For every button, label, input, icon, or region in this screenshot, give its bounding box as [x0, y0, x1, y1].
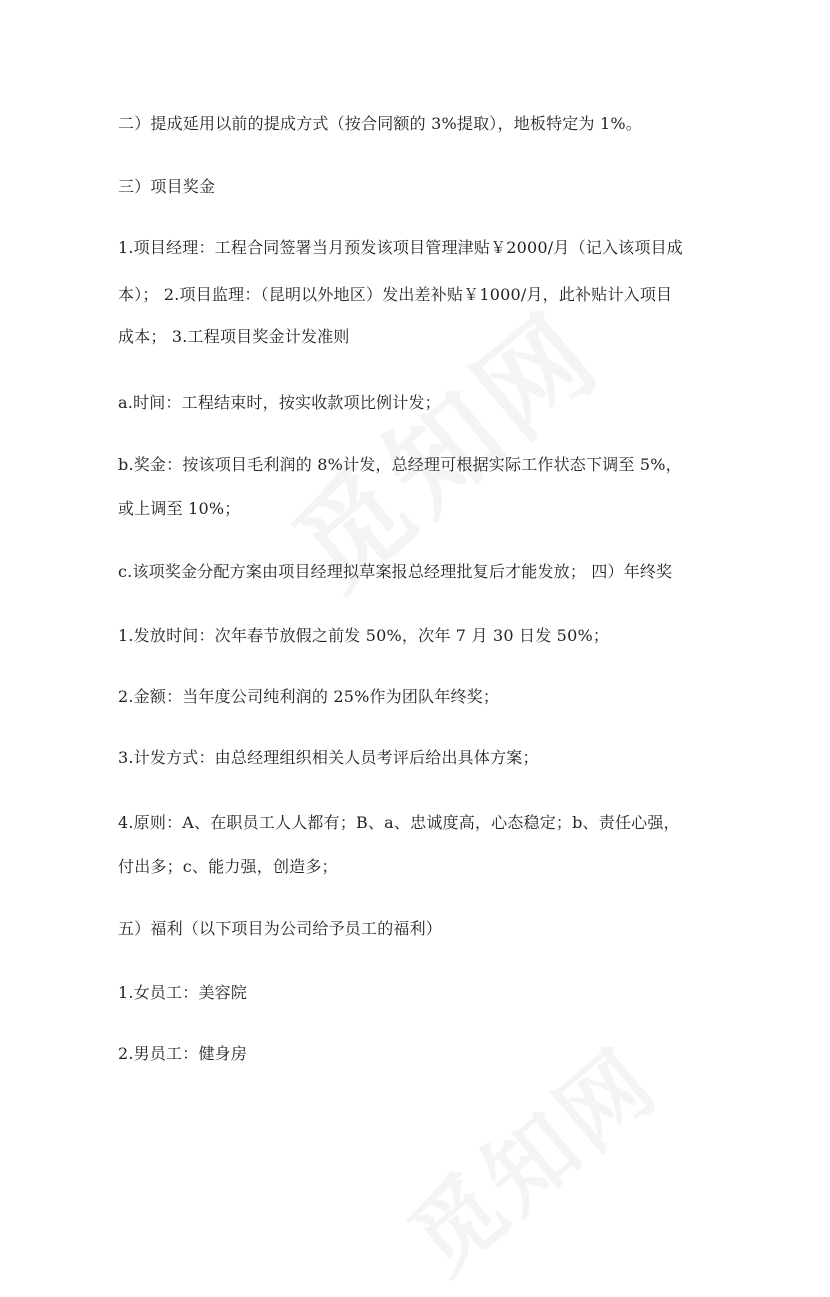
paragraph-project-manager: 1.项目经理：工程合同签署当月预发该项目管理津贴￥2000/月（记入该项目成 [118, 238, 683, 257]
paragraph-method: 3.计发方式：由总经理组织相关人员考评后给出具体方案； [118, 748, 539, 767]
heading-project-bonus: 三）项目奖金 [118, 177, 216, 196]
paragraph-male-benefit: 2.男员工：健身房 [118, 1044, 248, 1063]
paragraph-project-manager: 成本； 3.工程项目奖金计发准则 [118, 327, 350, 346]
paragraph-bonus-amount: 或上调至 10%； [118, 499, 241, 518]
paragraph-principles: 4.原则：A、在职员工人人都有；B、a、忠诚度高，心态稳定；b、责任心强， [118, 813, 680, 832]
paragraph-bonus-distribution: c.该项奖金分配方案由项目经理拟草案报总经理批复后才能发放； 四）年终奖 [118, 562, 673, 581]
paragraph-female-benefit: 1.女员工：美容院 [118, 983, 248, 1002]
paragraph-bonus-amount: b.奖金：按该项目毛利润的 8%计发，总经理可根据实际工作状态下调至 5%， [118, 455, 682, 474]
paragraph-bonus-time: a.时间：工程结束时，按实收款项比例计发； [118, 393, 441, 412]
paragraph-payout-time: 1.发放时间：次年春节放假之前发 50%，次年 7 月 30 日发 50%； [118, 626, 610, 645]
paragraph-principles: 付出多；c、能力强，创造多； [118, 857, 338, 876]
paragraph-amount: 2.金额：当年度公司纯利润的 25%作为团队年终奖； [118, 687, 500, 706]
watermark [377, 1013, 681, 1297]
paragraph-project-manager: 本）； 2.项目监理：（昆明以外地区）发出差补贴￥1000/月，此补贴计入项目 [118, 285, 673, 304]
heading-benefits: 五）福利（以下项目为公司给予员工的福利） [118, 919, 443, 938]
paragraph-commission: 二）提成延用以前的提成方式（按合同额的 3%提取），地板特定为 1%。 [118, 114, 642, 133]
